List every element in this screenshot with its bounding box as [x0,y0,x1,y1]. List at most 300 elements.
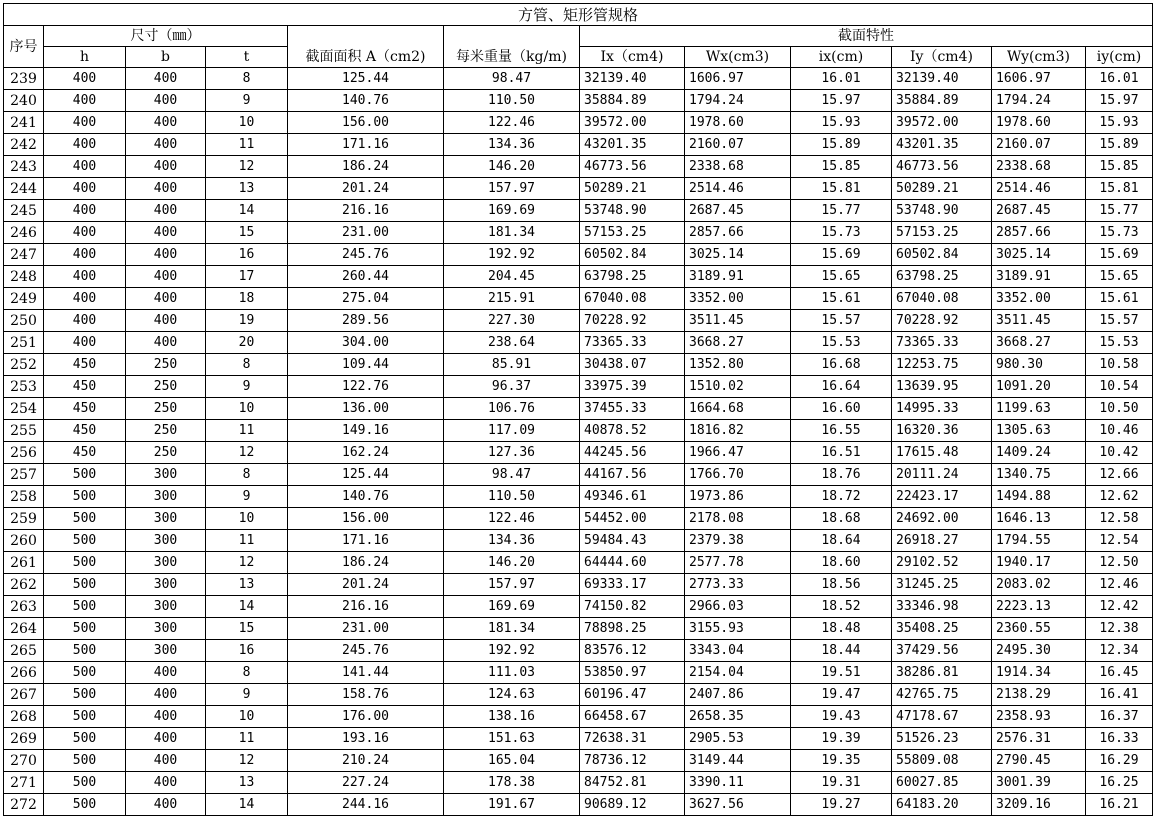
cell-iy-inertia: 43201.35 [892,134,992,156]
cell-h: 500 [44,684,126,706]
cell-ix-radius: 16.01 [791,68,892,90]
cell-ix-inertia: 57153.25 [580,222,685,244]
cell-ix-radius: 15.93 [791,112,892,134]
cell-weight: 191.67 [444,794,580,816]
cell-iy-radius: 15.97 [1086,90,1153,112]
cell-ix-inertia: 70228.92 [580,310,685,332]
cell-iy-inertia: 29102.52 [892,552,992,574]
cell-seq: 244 [4,178,44,200]
cell-b: 300 [126,552,206,574]
cell-h: 400 [44,332,126,354]
cell-wy: 1409.24 [992,442,1086,464]
cell-t: 12 [206,156,288,178]
table-row [4,530,1153,552]
cell-ix-inertia: 44167.56 [580,464,685,486]
cell-area: 210.24 [288,750,444,772]
cell-seq: 250 [4,310,44,332]
cell-seq: 252 [4,354,44,376]
cell-seq: 262 [4,574,44,596]
cell-ix-inertia: 54452.00 [580,508,685,530]
cell-seq: 248 [4,266,44,288]
cell-h: 500 [44,728,126,750]
cell-weight: 110.50 [444,486,580,508]
cell-area: 171.16 [288,134,444,156]
table-row [4,684,1153,706]
cell-wx: 3149.44 [685,750,791,772]
cell-ix-radius: 16.55 [791,420,892,442]
cell-ix-radius: 16.51 [791,442,892,464]
cell-wx: 1816.82 [685,420,791,442]
cell-weight: 204.45 [444,266,580,288]
cell-b: 400 [126,772,206,794]
cell-b: 300 [126,530,206,552]
cell-iy-inertia: 63798.25 [892,266,992,288]
cell-iy-radius: 16.45 [1086,662,1153,684]
cell-wy: 3001.39 [992,772,1086,794]
cell-t: 10 [206,398,288,420]
cell-wy: 3209.16 [992,794,1086,816]
cell-iy-inertia: 38286.81 [892,662,992,684]
cell-h: 500 [44,596,126,618]
cell-area: 122.76 [288,376,444,398]
cell-iy-radius: 16.25 [1086,772,1153,794]
cell-seq: 266 [4,662,44,684]
cell-wy: 2160.07 [992,134,1086,156]
cell-wy: 1091.20 [992,376,1086,398]
cell-t: 18 [206,288,288,310]
cell-wx: 3390.11 [685,772,791,794]
cell-wy: 2576.31 [992,728,1086,750]
cell-area: 245.76 [288,640,444,662]
cell-ix-radius: 18.68 [791,508,892,530]
cell-area: 162.24 [288,442,444,464]
cell-weight: 85.91 [444,354,580,376]
cell-area: 216.16 [288,596,444,618]
cell-wx: 2154.04 [685,662,791,684]
cell-ix-radius: 15.69 [791,244,892,266]
table-row [4,574,1153,596]
cell-ix-inertia: 32139.40 [580,68,685,90]
cell-iy-radius: 10.46 [1086,420,1153,442]
cell-wx: 3343.04 [685,640,791,662]
cell-ix-radius: 16.68 [791,354,892,376]
cell-iy-inertia: 73365.33 [892,332,992,354]
cell-iy-radius: 12.50 [1086,552,1153,574]
cell-ix-radius: 15.53 [791,332,892,354]
cell-ix-radius: 15.65 [791,266,892,288]
cell-h: 500 [44,552,126,574]
cell-t: 15 [206,222,288,244]
cell-h: 500 [44,530,126,552]
table-row [4,508,1153,530]
cell-iy-inertia: 35884.89 [892,90,992,112]
cell-seq: 241 [4,112,44,134]
cell-wx: 1978.60 [685,112,791,134]
table-row [4,640,1153,662]
cell-area: 186.24 [288,552,444,574]
cell-t: 17 [206,266,288,288]
cell-wy: 1305.63 [992,420,1086,442]
cell-h: 450 [44,398,126,420]
table-row [4,794,1153,816]
cell-ix-inertia: 40878.52 [580,420,685,442]
cell-t: 9 [206,90,288,112]
cell-area: 109.44 [288,354,444,376]
header-area: 截面面积 A（cm2) [288,47,444,68]
cell-ix-inertia: 35884.89 [580,90,685,112]
cell-wx: 2514.46 [685,178,791,200]
table-row [4,310,1153,332]
cell-ix-inertia: 53748.90 [580,200,685,222]
cell-iy-radius: 16.33 [1086,728,1153,750]
cell-h: 500 [44,662,126,684]
cell-iy-inertia: 22423.17 [892,486,992,508]
cell-t: 9 [206,486,288,508]
cell-b: 300 [126,640,206,662]
cell-weight: 96.37 [444,376,580,398]
cell-wx: 2658.35 [685,706,791,728]
cell-seq: 257 [4,464,44,486]
table-row [4,596,1153,618]
cell-wy: 3668.27 [992,332,1086,354]
cell-iy-inertia: 20111.24 [892,464,992,486]
table-row [4,486,1153,508]
cell-seq: 247 [4,244,44,266]
cell-seq: 261 [4,552,44,574]
cell-area: 260.44 [288,266,444,288]
cell-t: 12 [206,552,288,574]
cell-t: 11 [206,728,288,750]
cell-b: 300 [126,486,206,508]
cell-ix-inertia: 53850.97 [580,662,685,684]
cell-seq: 268 [4,706,44,728]
cell-h: 450 [44,442,126,464]
cell-iy-radius: 12.62 [1086,486,1153,508]
cell-t: 11 [206,134,288,156]
cell-ix-inertia: 83576.12 [580,640,685,662]
cell-b: 400 [126,222,206,244]
cell-ix-radius: 16.60 [791,398,892,420]
cell-wy: 1646.13 [992,508,1086,530]
cell-iy-radius: 15.61 [1086,288,1153,310]
cell-wx: 3511.45 [685,310,791,332]
table-row [4,464,1153,486]
cell-h: 500 [44,706,126,728]
cell-wy: 1914.34 [992,662,1086,684]
cell-area: 156.00 [288,112,444,134]
cell-b: 400 [126,706,206,728]
cell-iy-inertia: 31245.25 [892,574,992,596]
cell-b: 400 [126,156,206,178]
table-row [4,618,1153,640]
cell-h: 500 [44,508,126,530]
cell-area: 201.24 [288,178,444,200]
cell-iy-radius: 10.42 [1086,442,1153,464]
cell-weight: 157.97 [444,178,580,200]
table-row [4,112,1153,134]
cell-iy-inertia: 55809.08 [892,750,992,772]
cell-wx: 1766.70 [685,464,791,486]
cell-h: 400 [44,310,126,332]
cell-area: 125.44 [288,68,444,90]
cell-wx: 2338.68 [685,156,791,178]
cell-weight: 146.20 [444,552,580,574]
cell-ix-inertia: 74150.82 [580,596,685,618]
cell-ix-inertia: 72638.31 [580,728,685,750]
header-iy-radius: iy(cm) [1086,47,1153,68]
cell-h: 400 [44,222,126,244]
cell-ix-inertia: 78898.25 [580,618,685,640]
cell-wy: 2338.68 [992,156,1086,178]
cell-area: 244.16 [288,794,444,816]
table-row [4,90,1153,112]
cell-b: 400 [126,90,206,112]
cell-h: 400 [44,266,126,288]
cell-area: 176.00 [288,706,444,728]
cell-iy-radius: 12.58 [1086,508,1153,530]
cell-wy: 2514.46 [992,178,1086,200]
cell-iy-radius: 12.46 [1086,574,1153,596]
cell-ix-radius: 18.52 [791,596,892,618]
cell-t: 13 [206,574,288,596]
cell-b: 400 [126,68,206,90]
cell-b: 300 [126,596,206,618]
cell-ix-radius: 19.43 [791,706,892,728]
cell-wx: 3189.91 [685,266,791,288]
table-row [4,68,1153,90]
cell-weight: 98.47 [444,464,580,486]
cell-iy-radius: 16.29 [1086,750,1153,772]
cell-ix-inertia: 73365.33 [580,332,685,354]
cell-ix-radius: 18.72 [791,486,892,508]
cell-t: 13 [206,772,288,794]
cell-ix-radius: 19.27 [791,794,892,816]
cell-wx: 3352.00 [685,288,791,310]
cell-wx: 2577.78 [685,552,791,574]
cell-wy: 1494.88 [992,486,1086,508]
cell-seq: 251 [4,332,44,354]
cell-seq: 253 [4,376,44,398]
cell-iy-inertia: 42765.75 [892,684,992,706]
cell-iy-inertia: 70228.92 [892,310,992,332]
cell-wy: 1794.24 [992,90,1086,112]
cell-b: 300 [126,574,206,596]
cell-ix-inertia: 67040.08 [580,288,685,310]
table-row [4,156,1153,178]
cell-iy-radius: 12.66 [1086,464,1153,486]
cell-ix-radius: 18.44 [791,640,892,662]
cell-weight: 169.69 [444,200,580,222]
cell-wx: 2178.08 [685,508,791,530]
cell-iy-inertia: 64183.20 [892,794,992,816]
header-dimensions: 尺寸（㎜） [44,26,288,47]
cell-wy: 2223.13 [992,596,1086,618]
cell-t: 12 [206,442,288,464]
cell-weight: 227.30 [444,310,580,332]
cell-iy-radius: 12.42 [1086,596,1153,618]
cell-ix-inertia: 78736.12 [580,750,685,772]
cell-weight: 238.64 [444,332,580,354]
cell-iy-inertia: 57153.25 [892,222,992,244]
cell-seq: 254 [4,398,44,420]
cell-area: 149.16 [288,420,444,442]
cell-weight: 151.63 [444,728,580,750]
table-row [4,706,1153,728]
cell-b: 400 [126,134,206,156]
cell-weight: 181.34 [444,618,580,640]
cell-b: 400 [126,266,206,288]
cell-t: 9 [206,376,288,398]
cell-area: 275.04 [288,288,444,310]
cell-ix-inertia: 69333.17 [580,574,685,596]
cell-weight: 117.09 [444,420,580,442]
cell-h: 500 [44,750,126,772]
table-row [4,442,1153,464]
cell-iy-inertia: 50289.21 [892,178,992,200]
cell-ix-inertia: 66458.67 [580,706,685,728]
cell-t: 8 [206,464,288,486]
cell-ix-radius: 15.77 [791,200,892,222]
cell-b: 400 [126,662,206,684]
cell-ix-radius: 15.57 [791,310,892,332]
cell-seq: 242 [4,134,44,156]
table-row [4,134,1153,156]
cell-ix-radius: 15.81 [791,178,892,200]
table-row [4,772,1153,794]
cell-wx: 2905.53 [685,728,791,750]
cell-iy-inertia: 47178.67 [892,706,992,728]
cell-b: 400 [126,200,206,222]
cell-b: 250 [126,442,206,464]
cell-h: 500 [44,574,126,596]
cell-seq: 269 [4,728,44,750]
cell-ix-radius: 19.35 [791,750,892,772]
cell-wx: 1352.80 [685,354,791,376]
cell-iy-inertia: 39572.00 [892,112,992,134]
cell-h: 450 [44,376,126,398]
cell-iy-radius: 15.69 [1086,244,1153,266]
table-title: 方管、矩形管规格 [4,4,1153,26]
cell-weight: 98.47 [444,68,580,90]
cell-iy-inertia: 14995.33 [892,398,992,420]
cell-b: 400 [126,750,206,772]
cell-weight: 134.36 [444,134,580,156]
cell-seq: 272 [4,794,44,816]
cell-seq: 259 [4,508,44,530]
cell-b: 400 [126,112,206,134]
cell-seq: 265 [4,640,44,662]
cell-seq: 270 [4,750,44,772]
cell-weight: 157.97 [444,574,580,596]
cell-ix-inertia: 37455.33 [580,398,685,420]
cell-iy-radius: 10.54 [1086,376,1153,398]
cell-ix-radius: 18.56 [791,574,892,596]
cell-weight: 110.50 [444,90,580,112]
cell-ix-radius: 19.39 [791,728,892,750]
table-row [4,398,1153,420]
cell-iy-radius: 12.38 [1086,618,1153,640]
cell-wy: 2083.02 [992,574,1086,596]
cell-iy-radius: 12.34 [1086,640,1153,662]
cell-area: 171.16 [288,530,444,552]
cell-wx: 1966.47 [685,442,791,464]
cell-ix-inertia: 60502.84 [580,244,685,266]
header-weight: 每米重量（kg/m) [444,47,580,68]
cell-b: 250 [126,376,206,398]
cell-wx: 1510.02 [685,376,791,398]
spec-table [3,3,1153,816]
cell-h: 500 [44,772,126,794]
cell-wy: 2358.93 [992,706,1086,728]
cell-weight: 215.91 [444,288,580,310]
cell-area: 140.76 [288,90,444,112]
cell-wy: 3352.00 [992,288,1086,310]
cell-h: 500 [44,794,126,816]
cell-ix-inertia: 49346.61 [580,486,685,508]
cell-ix-radius: 15.73 [791,222,892,244]
cell-iy-radius: 15.89 [1086,134,1153,156]
cell-iy-radius: 15.81 [1086,178,1153,200]
cell-iy-radius: 16.37 [1086,706,1153,728]
cell-ix-inertia: 39572.00 [580,112,685,134]
cell-seq: 249 [4,288,44,310]
cell-ix-inertia: 90689.12 [580,794,685,816]
cell-ix-inertia: 50289.21 [580,178,685,200]
cell-weight: 122.46 [444,508,580,530]
cell-ix-inertia: 60196.47 [580,684,685,706]
cell-ix-inertia: 63798.25 [580,266,685,288]
cell-wx: 2857.66 [685,222,791,244]
cell-b: 400 [126,288,206,310]
cell-iy-radius: 16.01 [1086,68,1153,90]
table-row [4,244,1153,266]
cell-wx: 2687.45 [685,200,791,222]
cell-wx: 3627.56 [685,794,791,816]
cell-h: 500 [44,640,126,662]
cell-b: 400 [126,728,206,750]
header-seq: 序号 [4,26,44,68]
header-weight-spacer [444,26,580,47]
cell-t: 8 [206,68,288,90]
cell-seq: 256 [4,442,44,464]
cell-wy: 3025.14 [992,244,1086,266]
cell-iy-inertia: 13639.95 [892,376,992,398]
cell-area: 136.00 [288,398,444,420]
header-ix-inertia: Ix（cm4) [580,47,685,68]
cell-iy-inertia: 26918.27 [892,530,992,552]
cell-weight: 169.69 [444,596,580,618]
cell-iy-inertia: 24692.00 [892,508,992,530]
cell-wx: 1664.68 [685,398,791,420]
cell-t: 8 [206,354,288,376]
cell-b: 400 [126,794,206,816]
cell-area: 158.76 [288,684,444,706]
cell-ix-radius: 19.47 [791,684,892,706]
cell-weight: 178.38 [444,772,580,794]
cell-h: 450 [44,354,126,376]
cell-wy: 2687.45 [992,200,1086,222]
cell-b: 400 [126,332,206,354]
cell-weight: 165.04 [444,750,580,772]
cell-wx: 1606.97 [685,68,791,90]
cell-b: 300 [126,618,206,640]
header-t: t [206,47,288,68]
cell-ix-inertia: 84752.81 [580,772,685,794]
cell-iy-inertia: 33346.98 [892,596,992,618]
cell-t: 10 [206,508,288,530]
cell-iy-inertia: 35408.25 [892,618,992,640]
cell-wy: 1940.17 [992,552,1086,574]
